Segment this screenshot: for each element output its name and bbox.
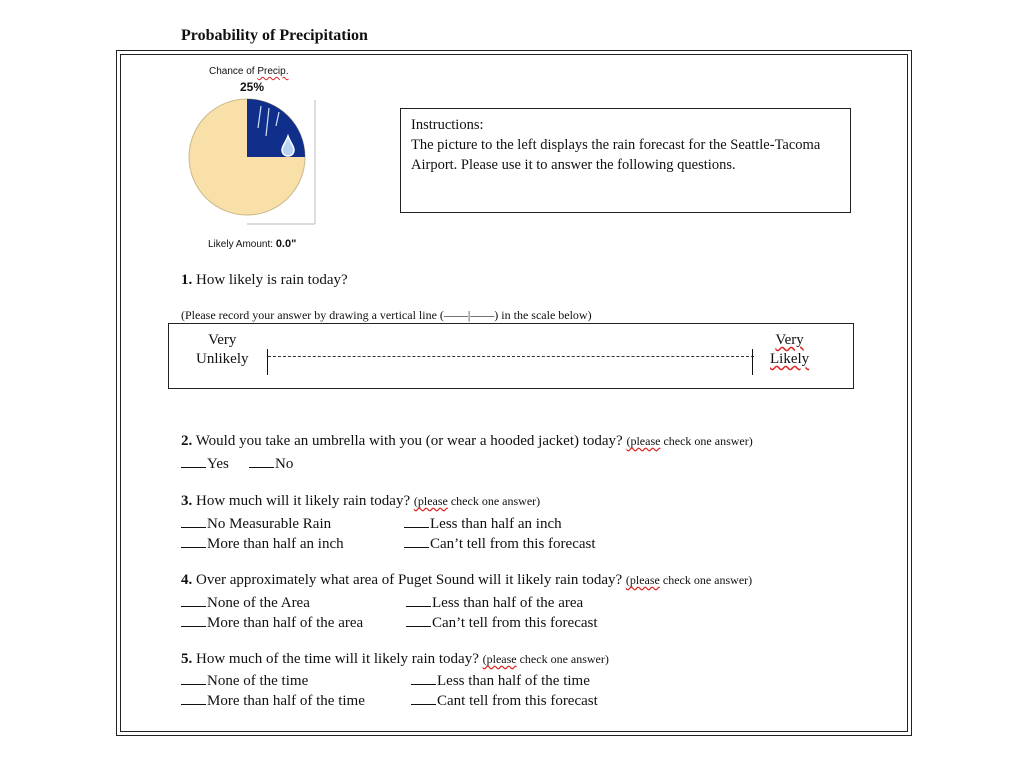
instructions-body: The picture to the left displays the rain forecast for the Seattle-Tacoma Airport. Please use it to answer the following questions. (411, 137, 821, 173)
scale-tick-right (752, 349, 753, 375)
option-less-than-half-time[interactable] (411, 670, 590, 690)
instructions-heading: Instructions: (411, 117, 484, 133)
answer-blank[interactable] (181, 612, 206, 627)
option-no[interactable] (249, 453, 293, 473)
answer-blank[interactable] (411, 690, 436, 705)
chance-of-precip-value: 25% (240, 80, 265, 94)
answer-blank[interactable] (181, 592, 206, 607)
question-3 (181, 493, 540, 510)
option-label: Can’t tell from this forecast (432, 615, 598, 631)
answer-blank[interactable] (181, 533, 206, 548)
precip-pie-chart (185, 98, 317, 226)
option-none-of-time[interactable] (181, 670, 308, 690)
question-4-hint: (please check one answer) (625, 573, 753, 587)
answer-blank[interactable] (404, 533, 429, 548)
likelihood-scale-line[interactable] (268, 356, 754, 357)
scale-left-label-line1: Very (208, 332, 237, 348)
answer-blank[interactable] (404, 513, 429, 528)
option-cant-tell-time[interactable] (411, 690, 598, 710)
answer-blank[interactable] (181, 453, 206, 468)
scale-instruction: (Please record your answer by drawing a vertical line (——|——) in the scale below) (181, 308, 592, 322)
document-title: Probability of Precipitation (181, 27, 368, 44)
option-label: No Measurable Rain (207, 516, 332, 532)
option-less-than-half-area[interactable] (406, 592, 583, 612)
question-4-text: Over approximately what area of Puget Sound will it likely rain today? (192, 572, 626, 588)
question-5-number: 5. (181, 651, 193, 667)
question-3-number: 3. (181, 493, 193, 509)
question-3-hint: (please check one answer) (413, 494, 541, 508)
answer-blank[interactable] (406, 592, 431, 607)
answer-blank[interactable] (406, 612, 431, 627)
question-4-number: 4. (181, 572, 193, 588)
option-more-than-half-inch[interactable] (181, 533, 344, 553)
option-label: Cant tell from this forecast (437, 693, 598, 709)
option-none-of-area[interactable] (181, 592, 310, 612)
option-label: More than half of the time (207, 693, 365, 709)
scale-right-label (770, 331, 809, 369)
pie-rain-slice (247, 99, 305, 157)
option-no-measurable-rain[interactable] (181, 513, 331, 533)
option-label: No (275, 456, 294, 472)
question-5 (181, 651, 609, 668)
answer-blank[interactable] (249, 453, 274, 468)
option-more-than-half-time[interactable] (181, 690, 365, 710)
question-2 (181, 433, 753, 450)
option-label: Less than half an inch (430, 516, 562, 532)
option-label: More than half an inch (207, 536, 344, 552)
scale-left-label-line2: Unlikely (196, 351, 249, 367)
question-5-hint: (please check one answer) (482, 652, 609, 666)
option-more-than-half-area[interactable] (181, 612, 363, 632)
answer-blank[interactable] (181, 513, 206, 528)
question-1-number: 1. (181, 272, 193, 288)
question-2-text: Would you take an umbrella with you (or wear a hooded jacket) today? (192, 433, 627, 449)
instructions-box (400, 108, 851, 213)
answer-blank[interactable] (181, 670, 206, 685)
question-2-hint: (please check one answer) (626, 434, 753, 448)
option-label: More than half of the area (207, 615, 364, 631)
chance-label-word: Precip. (257, 66, 289, 77)
scale-right-label-line2: Likely (770, 351, 810, 367)
option-label: Yes (207, 456, 229, 472)
answer-blank[interactable] (181, 690, 206, 705)
question-1-text: How likely is rain today? (192, 272, 348, 288)
scale-right-label-line1: Very (775, 332, 804, 348)
question-3-text: How much will it likely rain today? (192, 493, 414, 509)
likely-amount-label: Likely Amount: (208, 239, 276, 250)
question-1 (181, 272, 348, 289)
question-5-text: How much of the time will it likely rain today? (192, 651, 483, 667)
option-less-than-half-inch[interactable] (404, 513, 562, 533)
option-label: None of the Area (207, 595, 310, 611)
answer-blank[interactable] (411, 670, 436, 685)
option-label: None of the time (207, 673, 309, 689)
likely-amount (208, 238, 296, 250)
option-cant-tell-area[interactable] (406, 612, 598, 632)
option-label: Less than half of the time (437, 673, 590, 689)
chance-label-prefix: Chance of (209, 66, 258, 77)
question-4 (181, 572, 752, 589)
question-2-number: 2. (181, 433, 193, 449)
option-yes[interactable] (181, 453, 229, 473)
likely-amount-value: 0.0" (275, 238, 297, 250)
chance-of-precip-label (209, 66, 289, 77)
scale-left-label (196, 331, 249, 369)
option-label: Less than half of the area (432, 595, 584, 611)
option-label: Can’t tell from this forecast (430, 536, 596, 552)
scale-tick-left (267, 349, 268, 375)
precip-pie-widget (185, 98, 317, 226)
option-cant-tell-amount[interactable] (404, 533, 596, 553)
